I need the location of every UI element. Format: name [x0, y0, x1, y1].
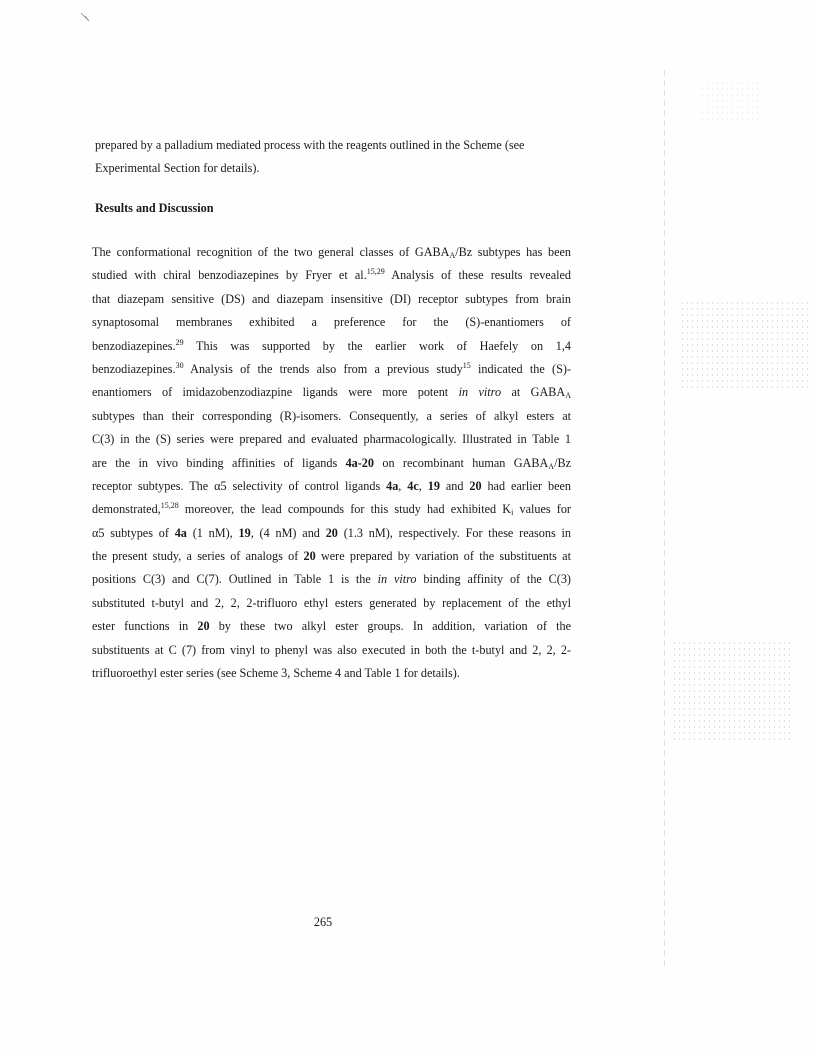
scan-speckle [672, 640, 792, 740]
paragraph-line: enantiomers of imidazobenzodiazpine ligands were more potent in vitro at $GABA_A$ [92, 385, 571, 401]
paragraph-line: demonstrated,$^{15,28}$ moreover, the lead compounds for this study had exhibited $K_i$ values for [92, 501, 571, 518]
paragraph-line: α5 subtypes of 4a (1 nM), 19, (4 nM) and 20 (1.3 nM), respectively. For these reasons in [92, 525, 571, 540]
page-number: 265 [313, 915, 333, 929]
paragraph-line: trifluoroethyl ester series (see Scheme 3, Scheme 4 and Table 1 for details). [92, 666, 460, 681]
paragraph-line: synaptosomal membranes exhibited a preference for the (S)-enantiomers of [92, 315, 571, 330]
paragraph-line: The conformational recognition of the two general classes of $GABA_A/Bz$ subtypes has been [92, 245, 571, 260]
paragraph-line: the present study, a series of analogs of 20 were prepared by variation of the substituents at [92, 549, 571, 564]
paragraph-line: subtypes than their corresponding (R)-isomers. Consequently, a series of alkyl esters at [92, 408, 571, 423]
paragraph-line: studied with chiral benzodiazepines by Fryer et al.$^{15,29}$ Analysis of these results revealed [92, 267, 571, 283]
scan-mark [80, 12, 94, 26]
results-paragraph [92, 241, 571, 685]
paragraph-line: substituents at C (7) from vinyl to phenyl was also executed in both the t-butyl and 2, 2, 2- [92, 642, 571, 657]
paragraph-line: ester functions in 20 by these two alkyl ester groups. In addition, variation of the [92, 619, 571, 634]
section-heading: Results and Discussion [95, 201, 214, 215]
paragraph-line: positions C(3) and C(7). Outlined in Table 1 is the in vitro binding affinity of the C(3) [92, 572, 571, 587]
intro-line-2: Experimental Section for details). [95, 161, 260, 176]
paragraph-line: benzodiazepines.$^{30}$ Analysis of the trends also from a previous study$^{15}$ indicated the (S)- [92, 360, 571, 376]
paragraph-line: benzodiazepines.$^{29}$ This was supported by the earlier work of Haefely on 1,4 [92, 337, 571, 353]
paragraph-line: receptor subtypes. The α5 selectivity of control ligands 4a, 4c, 19 and 20 had earlier been [92, 478, 572, 493]
scan-speckle [680, 300, 810, 390]
paragraph-line: substituted t-butyl and 2, 2, 2-trifluoro ethyl esters generated by replacement of the ethyl [92, 595, 571, 610]
paragraph-line: that diazepam sensitive (DS) and diazepam insensitive (DI) receptor subtypes from brain [92, 291, 571, 306]
paragraph-line: are the in vivo binding affinities of ligands 4a-20 on recombinant human $GABA_A/Bz$ [92, 455, 571, 471]
scan-edge-artifact [664, 70, 665, 970]
paragraph-line: C(3) in the (S) series were prepared and evaluated pharmacologically. Illustrated in Table 1 [92, 432, 571, 447]
intro-paragraph [95, 134, 571, 181]
scan-speckle [700, 80, 760, 120]
intro-line-1: prepared by a palladium mediated process with the reagents outlined in the Scheme (see [95, 138, 525, 152]
